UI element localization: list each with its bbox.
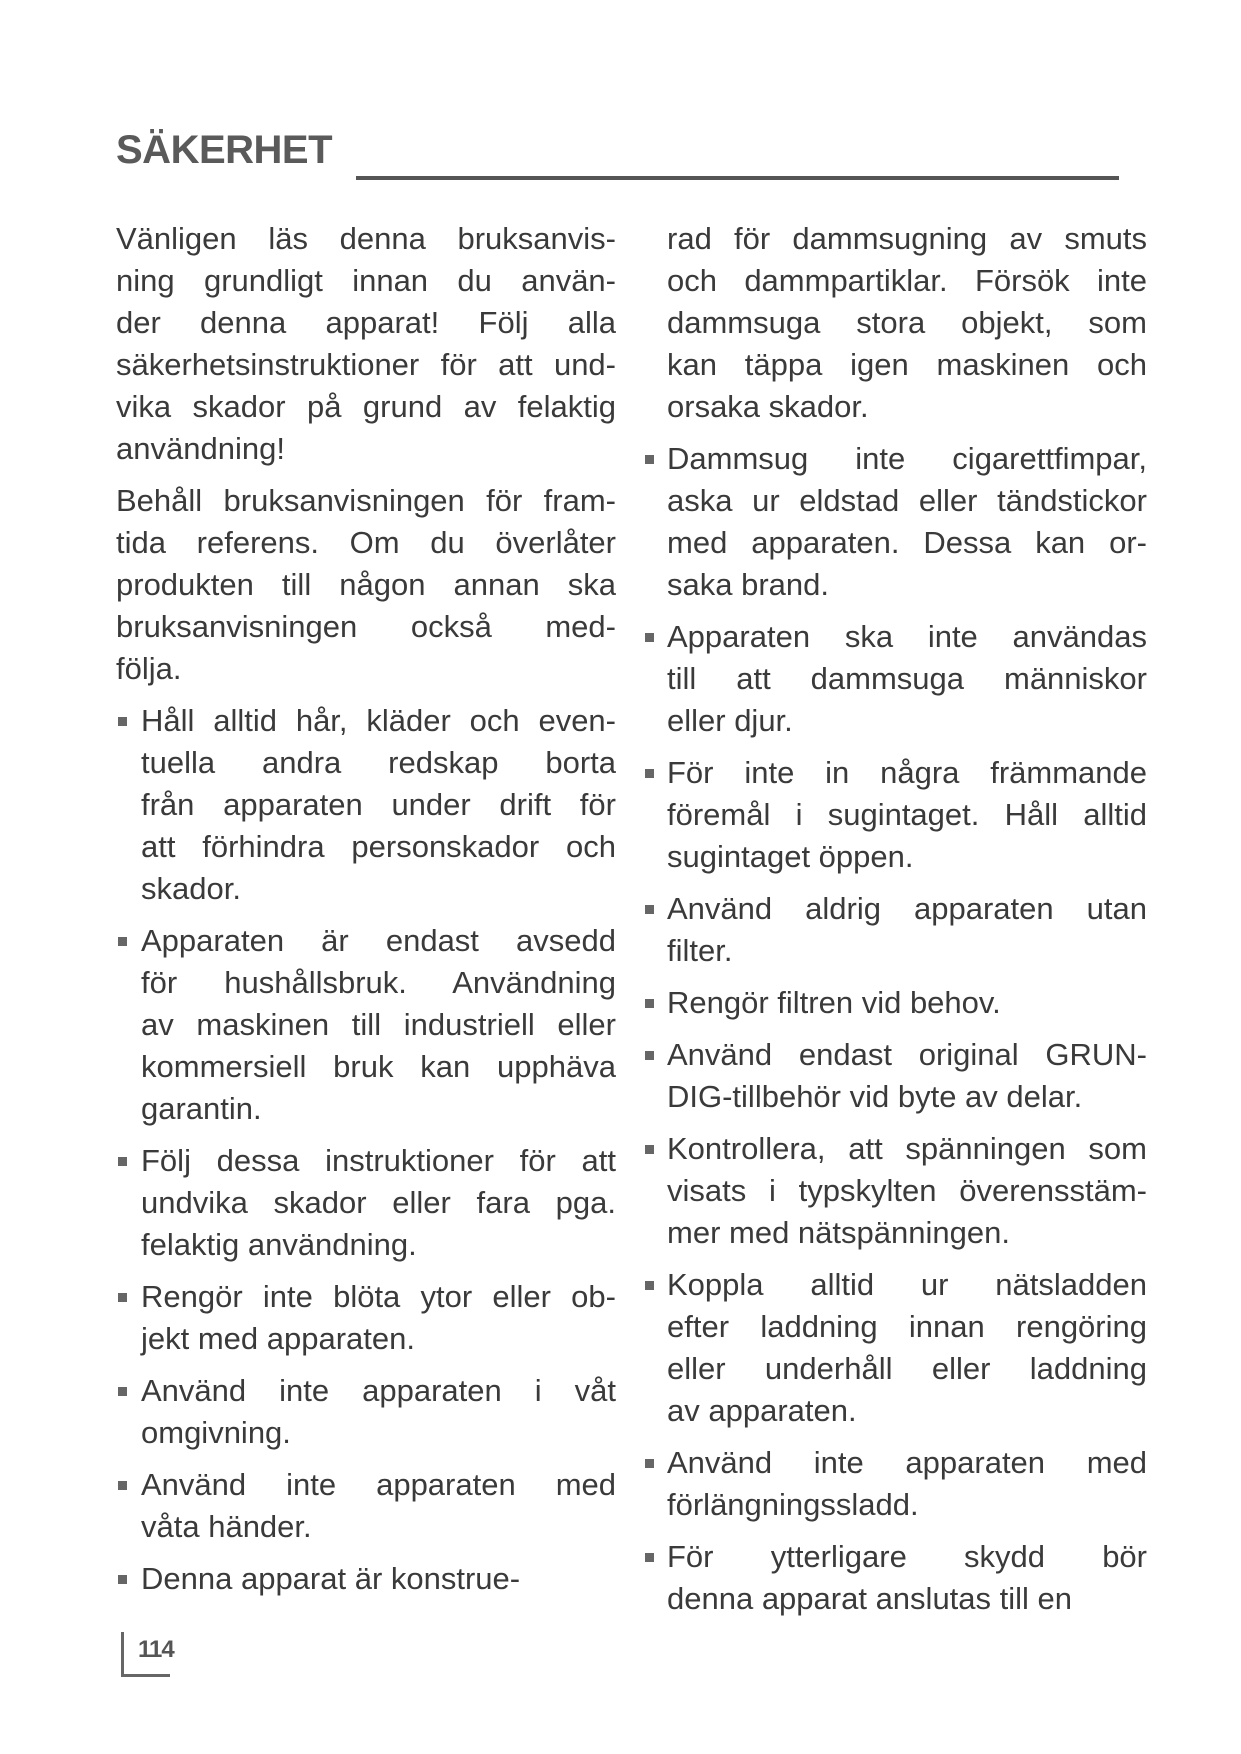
text-line: sugintaget öppen. [667, 839, 914, 874]
text-line: kan täppa igen maskinen och [667, 347, 1147, 382]
bullet-item [116, 920, 616, 1130]
text-line: Dammsug inte cigarettfimpar, [667, 441, 1147, 476]
text-line: från apparaten under drift för [141, 787, 616, 822]
bullet-item [645, 982, 1147, 1024]
square-bullet-icon [645, 1145, 654, 1154]
text-line: ning grundligt innan du använ- [116, 263, 616, 298]
text-line: våta händer. [141, 1509, 312, 1544]
text-line: mer med nätspänningen. [667, 1215, 1010, 1250]
square-bullet-icon [645, 1281, 654, 1290]
text-line: Använd inte apparaten med [667, 1445, 1147, 1480]
text-line: följa. [116, 651, 182, 686]
bullet-item [645, 1442, 1147, 1526]
text-line: aska ur eldstad eller tändstickor [667, 483, 1147, 518]
bullet-item [116, 1558, 616, 1600]
square-bullet-icon [645, 1459, 654, 1468]
title-rule [356, 176, 1119, 180]
text-line: Rengör filtren vid behov. [667, 985, 1001, 1020]
text-line: Kontrollera, att spänningen som [667, 1131, 1147, 1166]
bullet-item [645, 438, 1147, 606]
text-line: Denna apparat är konstrue- [141, 1561, 521, 1596]
text-line: vika skador på grund av felaktig [116, 389, 616, 424]
square-bullet-icon [645, 633, 654, 642]
text-line: För inte in några främmande [667, 755, 1147, 790]
square-bullet-icon [645, 999, 654, 1008]
text-line: Koppla alltid ur nätsladden [667, 1267, 1147, 1302]
text-line: Behåll bruksanvisningen för fram- [116, 483, 616, 518]
text-line: Vänligen läs denna bruksanvis- [116, 221, 616, 256]
text-line: DIG-tillbehör vid byte av delar. [667, 1079, 1083, 1114]
text-line: Rengör inte blöta ytor eller ob- [141, 1279, 616, 1314]
square-bullet-icon [118, 1575, 127, 1584]
text-line: produkten till någon annan ska [116, 567, 616, 602]
text-line: orsaka skador. [667, 389, 869, 424]
text-line: att förhindra personskador och [141, 829, 616, 864]
text-line: Använd aldrig apparaten utan [667, 891, 1147, 926]
text-line: filter. [667, 933, 733, 968]
text-line: användning! [116, 431, 285, 466]
square-bullet-icon [118, 1157, 127, 1166]
text-line: Håll alltid hår, kläder och even- [141, 703, 616, 738]
text-line: föremål i sugintaget. Håll alltid [667, 797, 1147, 832]
page-title: SÄKERHET [116, 128, 333, 172]
text-line: Använd inte apparaten med [141, 1467, 616, 1502]
square-bullet-icon [645, 1051, 654, 1060]
square-bullet-icon [118, 1293, 127, 1302]
text-line: bruksanvisningen också med- [116, 609, 616, 644]
text-line: För ytterligare skydd bör [667, 1539, 1147, 1574]
text-line: saka brand. [667, 567, 829, 602]
text-line: jekt med apparaten. [141, 1321, 416, 1356]
text-line: omgivning. [141, 1415, 291, 1450]
paragraph [645, 218, 1147, 428]
text-line: av maskinen till industriell eller [141, 1007, 616, 1042]
text-line: garantin. [141, 1091, 262, 1126]
text-line: förlängningssladd. [667, 1487, 919, 1522]
text-line: kommersiell bruk kan upphäva [141, 1049, 616, 1084]
bullet-item [645, 1536, 1147, 1620]
bullet-item [116, 1464, 616, 1548]
bullet-item [645, 1128, 1147, 1254]
right-column [645, 218, 1147, 1630]
text-line: Använd endast original GRUN- [667, 1037, 1147, 1072]
text-line: denna apparat anslutas till en [667, 1581, 1073, 1616]
text-line: tuella andra redskap borta [141, 745, 616, 780]
paragraph [116, 218, 616, 470]
text-line: till att dammsuga människor [667, 661, 1147, 696]
text-line: felaktig användning. [141, 1227, 417, 1262]
text-line: visats i typskylten överensstäm- [667, 1173, 1147, 1208]
square-bullet-icon [645, 455, 654, 464]
bullet-item [645, 752, 1147, 878]
square-bullet-icon [645, 1553, 654, 1562]
square-bullet-icon [118, 937, 127, 946]
text-line: eller underhåll eller laddning [667, 1351, 1147, 1386]
text-line: undvika skador eller fara pga. [141, 1185, 616, 1220]
bullet-item [645, 1034, 1147, 1118]
paragraph [116, 480, 616, 690]
square-bullet-icon [118, 1387, 127, 1396]
text-line: Apparaten ska inte användas [667, 619, 1147, 654]
text-line: Använd inte apparaten i våt [141, 1373, 616, 1408]
text-line: säkerhetsinstruktioner för att und- [116, 347, 616, 382]
text-line: tida referens. Om du överlåter [116, 525, 616, 560]
square-bullet-icon [118, 717, 127, 726]
bullet-item [116, 700, 616, 910]
bullet-item [645, 1264, 1147, 1432]
text-line: eller djur. [667, 703, 793, 738]
text-line: efter laddning innan rengöring [667, 1309, 1147, 1344]
text-line: skador. [141, 871, 241, 906]
square-bullet-icon [645, 769, 654, 778]
left-column [116, 218, 616, 1610]
text-line: och dammpartiklar. Försök inte [667, 263, 1147, 298]
text-line: för hushållsbruk. Användning [141, 965, 616, 1000]
page-number: 114 [138, 1636, 174, 1663]
bullet-item [645, 616, 1147, 742]
bullet-item [645, 888, 1147, 972]
text-line: dammsuga stora objekt, som [667, 305, 1147, 340]
text-line: rad för dammsugning av smuts [667, 221, 1147, 256]
text-line: der denna apparat! Följ alla [116, 305, 616, 340]
bullet-item [116, 1140, 616, 1266]
bullet-item [116, 1276, 616, 1360]
square-bullet-icon [645, 905, 654, 914]
square-bullet-icon [118, 1481, 127, 1490]
text-line: av apparaten. [667, 1393, 857, 1428]
text-line: Apparaten är endast avsedd [141, 923, 616, 958]
text-line: med apparaten. Dessa kan or- [667, 525, 1147, 560]
text-line: Följ dessa instruktioner för att [141, 1143, 616, 1178]
bullet-item [116, 1370, 616, 1454]
